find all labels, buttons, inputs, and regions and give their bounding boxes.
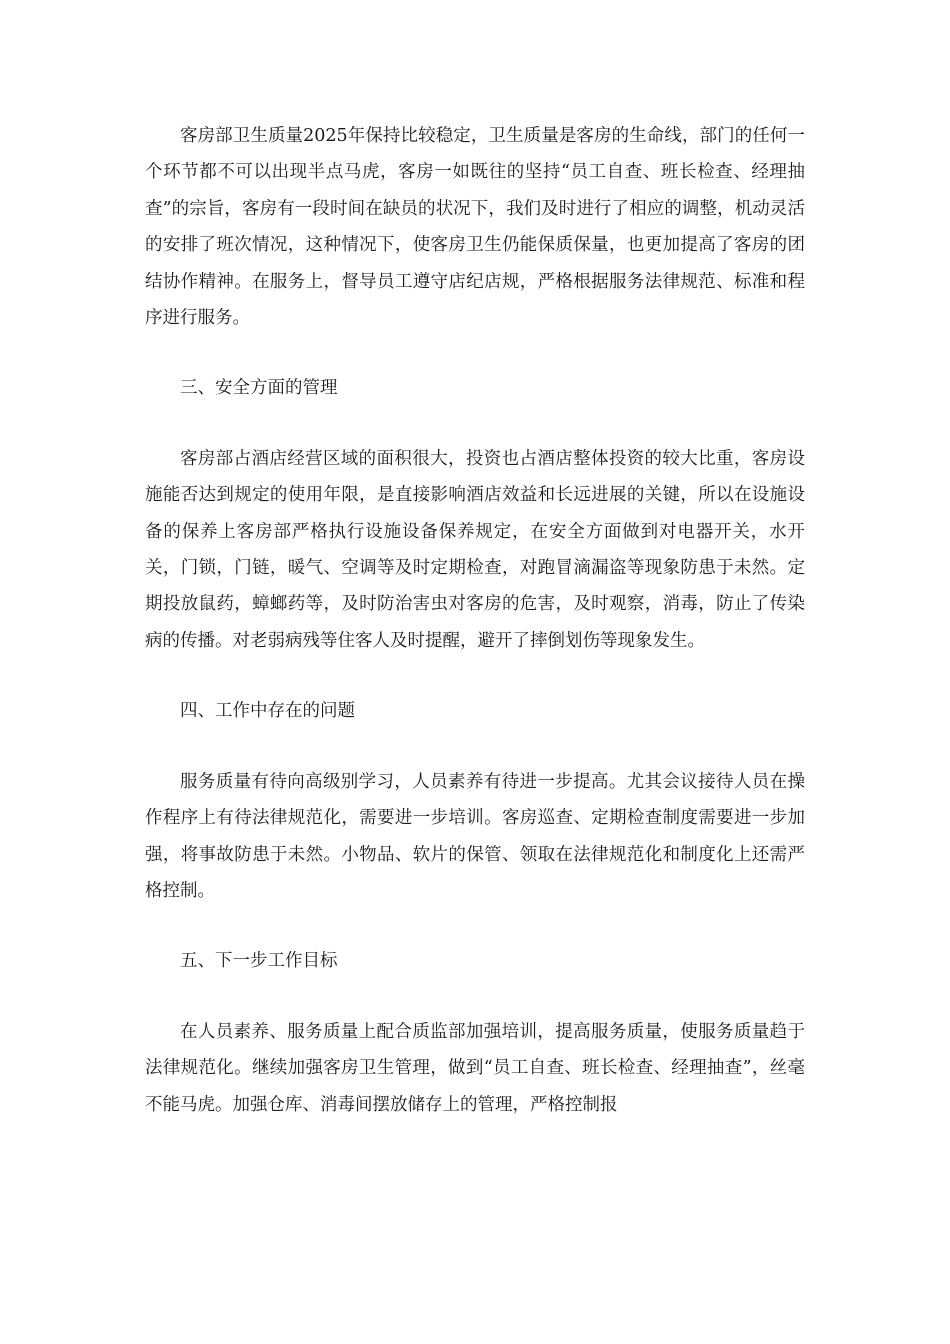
paragraph-gap [145,730,805,764]
paragraph-gap [145,336,805,370]
section-heading-problems: 四、工作中存在的问题 [180,701,355,722]
section-heading-next-goals: 五、下一步工作目标 [180,951,338,972]
paragraph-gap [145,909,805,943]
paragraph-gap [145,659,805,693]
paragraph-next-goals: 在人员素养、服务质量上配合质监部加强培训，提高服务质量，使服务质量趋于法律规范化。继续加强客房卫生管理，做到“员工自查、班长检查、经理抽查”，丝毫不能马虎。加强仓库、消毒间摆放储存上的管理，严格控制报 [145,1021,805,1115]
paragraph-gap [145,980,805,1014]
document-page [145,118,805,1123]
paragraph-problems: 服务质量有待向高级别学习，人员素养有待进一步提高。尤其会议接待人员在操作程序上有待法律规范化，需要进一步培训。客房巡查、定期检查制度需要进一步加强，将事故防患于未然。小物品、软片的保管、领取在法律规范化和制度化上还需严格控制。 [145,771,805,901]
paragraph-gap [145,407,805,441]
paragraph-safety-management: 客房部占酒店经营区域的面积很大，投资也占酒店整体投资的较大比重，客房设施能否达到规定的使用年限，是直接影响酒店效益和长远进展的关键，所以在设施设备的保养上客房部严格执行设施设备保养规定，在安全方面做到对电器开关，水开关，门锁，门链，暖气、空调等及时定期检查，对跑冒滴漏盗等现象防患于未然。定期投放鼠药，蟑螂药等，及时防治害虫对客房的危害，及时观察，消毒，防止了传染病的传播。对老弱病残等住客人及时提醒，避开了摔倒划伤等现象发生。 [145,448,805,651]
section-heading-safety: 三、安全方面的管理 [180,378,338,399]
paragraph-hygiene-quality: 客房部卫生质量2025年保持比较稳定，卫生质量是客房的生命线，部门的任何一个环节都不可以出现半点马虎，客房一如既往的坚持“员工自查、班长检查、经理抽查”的宗旨，客房有一段时间在缺员的状况下，我们及时进行了相应的调整，机动灵活的安排了班次情况，这种情况下，使客房卫生仍能保质保量，也更加提高了客房的团结协作精神。在服务上，督导员工遵守店纪店规，严格根据服务法律规范、标准和程序进行服务。 [145,126,805,329]
